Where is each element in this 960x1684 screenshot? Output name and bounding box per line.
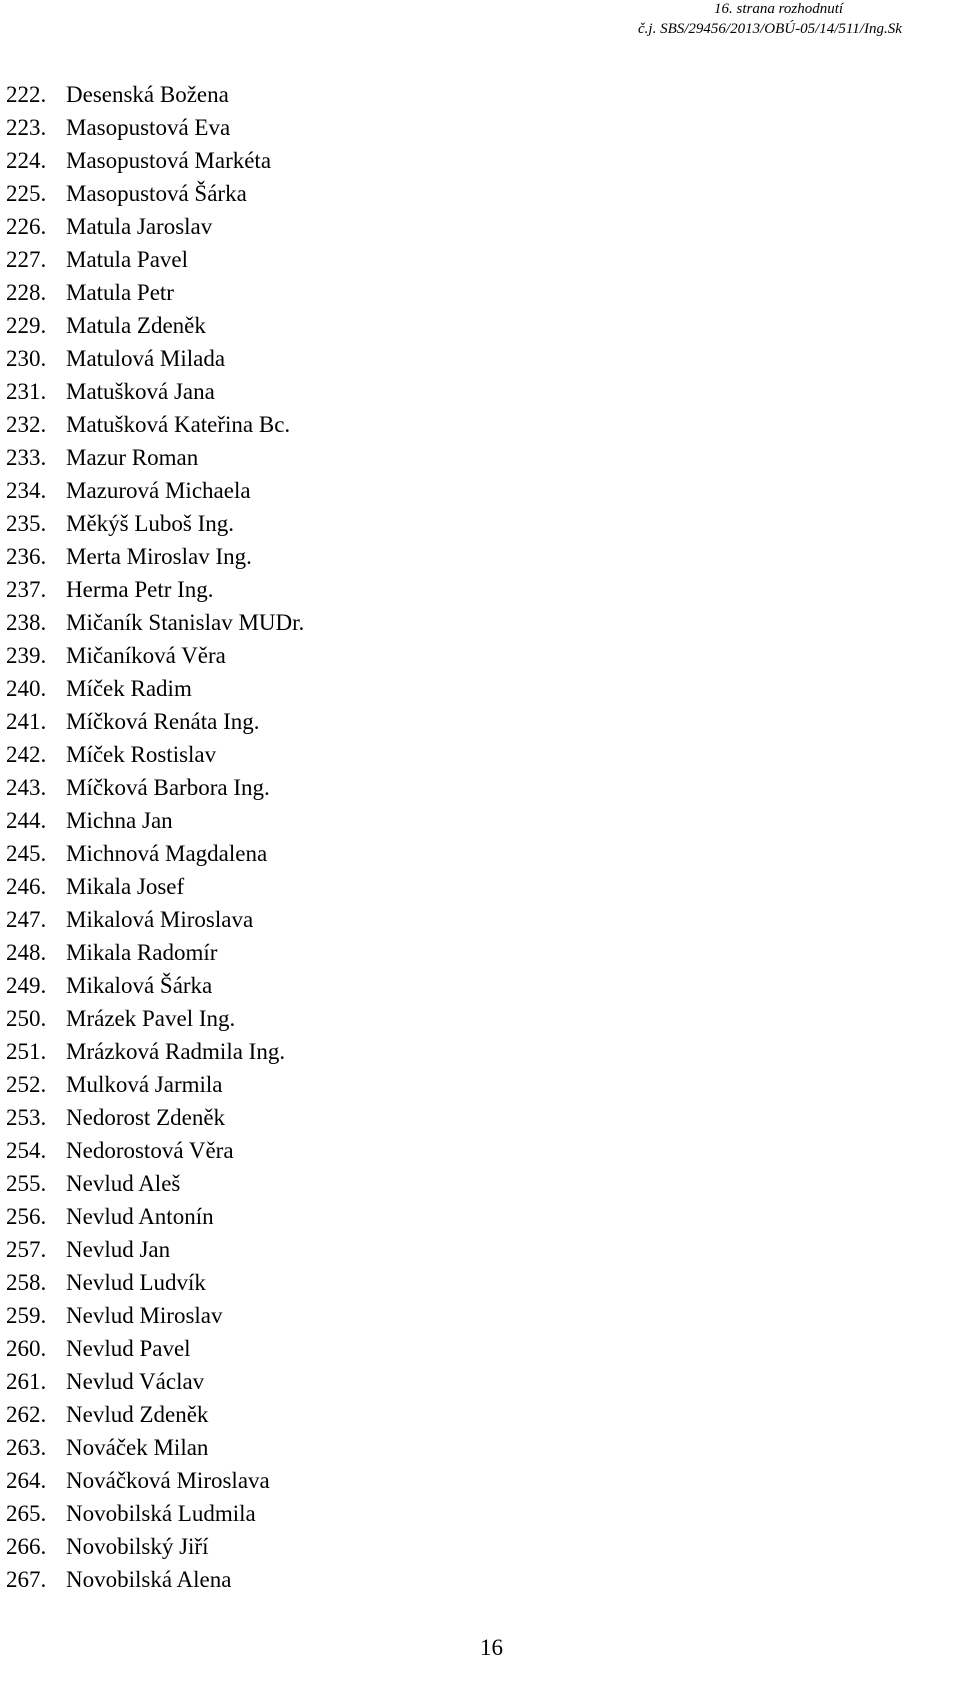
list-item [6, 639, 304, 672]
list-item [6, 441, 304, 474]
list-item [6, 78, 304, 111]
list-item-number: 234. [6, 478, 47, 503]
list-item-number: 262. [6, 1402, 47, 1427]
list-item [6, 969, 304, 1002]
list-item-number: 228. [6, 280, 47, 305]
list-item-number: 238. [6, 610, 47, 635]
list-item-number: 250. [6, 1006, 47, 1031]
page-header [0, 0, 960, 44]
list-item-number: 256. [6, 1204, 47, 1229]
list-item [6, 309, 304, 342]
list-item-number: 223. [6, 115, 47, 140]
list-item-number: 265. [6, 1501, 47, 1526]
list-item [6, 573, 304, 606]
list-item-number: 237. [6, 577, 47, 602]
list-item-name: Nevlud Antonín [66, 1204, 214, 1229]
list-item-number: 261. [6, 1369, 47, 1394]
list-item [6, 1299, 304, 1332]
list-item-name: Nedorost Zdeněk [66, 1105, 226, 1130]
list-item-name: Masopustová Šárka [66, 181, 247, 206]
list-item-number: 245. [6, 841, 47, 866]
list-item-name: Mikala Radomír [66, 940, 218, 965]
list-item-name: Měkýš Luboš Ing. [66, 511, 235, 536]
list-item-number: 229. [6, 313, 47, 338]
list-item-name: Míček Rostislav [66, 742, 217, 767]
list-item-name: Mulková Jarmila [66, 1072, 223, 1097]
list-item-name: Nevlud Pavel [66, 1336, 191, 1361]
list-item-number: 258. [6, 1270, 47, 1295]
list-item-name: Matula Jaroslav [66, 214, 213, 239]
list-item-name: Mikala Josef [66, 874, 185, 899]
list-item-name: Mikalová Šárka [66, 973, 213, 998]
list-item-name: Matula Zdeněk [66, 313, 206, 338]
list-item [6, 1134, 304, 1167]
list-item [6, 1464, 304, 1497]
list-item-number: 241. [6, 709, 47, 734]
list-item-number: 266. [6, 1534, 47, 1559]
list-item-name: Novobilská Ludmila [66, 1501, 256, 1526]
list-item-name: Michna Jan [66, 808, 173, 833]
list-item-name: Nevlud Miroslav [66, 1303, 223, 1328]
list-item [6, 1332, 304, 1365]
page-number: 16 [480, 1635, 503, 1660]
list-item [6, 837, 304, 870]
list-item [6, 771, 304, 804]
list-item-name: Mazur Roman [66, 445, 199, 470]
list-item-number: 253. [6, 1105, 47, 1130]
list-item-number: 255. [6, 1171, 47, 1196]
list-item-name: Masopustová Markéta [66, 148, 272, 173]
list-item [6, 705, 304, 738]
list-item-number: 240. [6, 676, 47, 701]
list-item-number: 231. [6, 379, 47, 404]
list-item [6, 606, 304, 639]
list-item-name: Mrázková Radmila Ing. [66, 1039, 286, 1064]
list-item [6, 738, 304, 771]
list-item-name: Míčková Barbora Ing. [66, 775, 270, 800]
list-item-name: Nevlud Zdeněk [66, 1402, 209, 1427]
list-item-name: Matušková Jana [66, 379, 215, 404]
list-item [6, 870, 304, 903]
list-item [6, 1002, 304, 1035]
list-item [6, 804, 304, 837]
list-item-name: Mikalová Miroslava [66, 907, 254, 932]
list-item [6, 408, 304, 441]
list-item [6, 672, 304, 705]
list-item [6, 1068, 304, 1101]
list-item [6, 210, 304, 243]
list-item-number: 259. [6, 1303, 47, 1328]
names-list [6, 78, 304, 1596]
list-item-number: 239. [6, 643, 47, 668]
list-item [6, 1266, 304, 1299]
list-item-name: Nevlud Aleš [66, 1171, 181, 1196]
list-item-number: 246. [6, 874, 47, 899]
list-item-number: 233. [6, 445, 47, 470]
list-item [6, 1563, 304, 1596]
list-item-number: 222. [6, 82, 47, 107]
list-item-name: Nováčková Miroslava [66, 1468, 270, 1493]
list-item-number: 264. [6, 1468, 47, 1493]
list-item-name: Matušková Kateřina Bc. [66, 412, 291, 437]
list-item-name: Herma Petr Ing. [66, 577, 214, 602]
list-item [6, 1365, 304, 1398]
list-item-number: 247. [6, 907, 47, 932]
list-item-number: 232. [6, 412, 47, 437]
list-item-name: Mazurová Michaela [66, 478, 251, 503]
list-item [6, 1035, 304, 1068]
list-item-number: 230. [6, 346, 47, 371]
list-item [6, 936, 304, 969]
list-item-number: 248. [6, 940, 47, 965]
list-item-name: Míček Radim [66, 676, 192, 701]
list-item-number: 244. [6, 808, 47, 833]
list-item-number: 242. [6, 742, 47, 767]
list-item [6, 276, 304, 309]
list-item [6, 144, 304, 177]
list-item-number: 236. [6, 544, 47, 569]
list-item-number: 263. [6, 1435, 47, 1460]
list-item [6, 1101, 304, 1134]
list-item [6, 1200, 304, 1233]
list-item-name: Míčková Renáta Ing. [66, 709, 260, 734]
list-item-name: Nedorostová Věra [66, 1138, 234, 1163]
list-item [6, 507, 304, 540]
list-item-name: Masopustová Eva [66, 115, 231, 140]
list-item [6, 243, 304, 276]
list-item-number: 260. [6, 1336, 47, 1361]
list-item-number: 251. [6, 1039, 47, 1064]
list-item-number: 224. [6, 148, 47, 173]
list-item-name: Matula Pavel [66, 247, 188, 272]
list-item-number: 235. [6, 511, 47, 536]
list-item [6, 1167, 304, 1200]
list-item-number: 249. [6, 973, 47, 998]
list-item [6, 903, 304, 936]
list-item [6, 177, 304, 210]
list-item [6, 1398, 304, 1431]
list-item [6, 342, 304, 375]
reference-number: č.j. SBS/29456/2013/OBÚ-05/14/511/Ing.Sk [638, 21, 902, 37]
list-item-name: Nováček Milan [66, 1435, 209, 1460]
list-item-number: 226. [6, 214, 47, 239]
list-item-name: Matula Petr [66, 280, 174, 305]
list-item [6, 1233, 304, 1266]
list-item [6, 111, 304, 144]
list-item-name: Nevlud Ludvík [66, 1270, 206, 1295]
list-item [6, 1530, 304, 1563]
list-item-name: Merta Miroslav Ing. [66, 544, 252, 569]
list-item-number: 254. [6, 1138, 47, 1163]
list-item-name: Nevlud Václav [66, 1369, 205, 1394]
list-item-number: 227. [6, 247, 47, 272]
page-header-title: 16. strana rozhodnutí [714, 1, 844, 17]
list-item-name: Novobilská Alena [66, 1567, 232, 1592]
list-item-number: 252. [6, 1072, 47, 1097]
list-item-name: Mičaníková Věra [66, 643, 226, 668]
list-item-name: Mrázek Pavel Ing. [66, 1006, 236, 1031]
list-item [6, 540, 304, 573]
list-item [6, 1431, 304, 1464]
list-item-number: 257. [6, 1237, 47, 1262]
list-item-name: Michnová Magdalena [66, 841, 268, 866]
list-item-name: Desenská Božena [66, 82, 229, 107]
list-item-name: Novobilský Jiří [66, 1534, 209, 1559]
list-item [6, 474, 304, 507]
list-item [6, 375, 304, 408]
list-item-name: Nevlud Jan [66, 1237, 171, 1262]
list-item-number: 267. [6, 1567, 47, 1592]
list-item-name: Matulová Milada [66, 346, 226, 371]
list-item [6, 1497, 304, 1530]
list-item-number: 225. [6, 181, 47, 206]
list-item-name: Mičaník Stanislav MUDr. [66, 610, 305, 635]
list-item-number: 243. [6, 775, 47, 800]
